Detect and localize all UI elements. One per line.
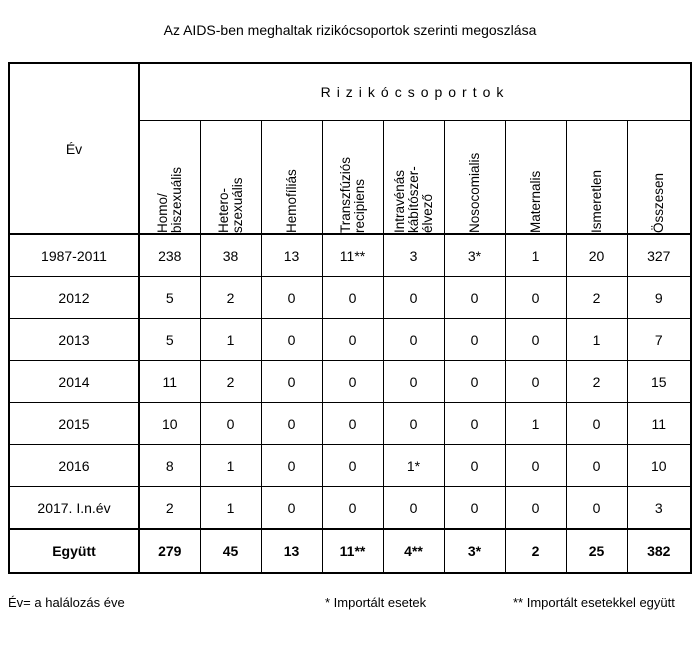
value-cell: 15: [627, 361, 691, 403]
value-cell: 0: [444, 319, 505, 361]
total-value-cell: 45: [200, 529, 261, 573]
column-header: [383, 121, 444, 235]
value-cell: 0: [261, 277, 322, 319]
value-cell: 0: [383, 361, 444, 403]
value-cell: 13: [261, 234, 322, 277]
column-header-label: Hetero- szexuális: [215, 177, 245, 233]
value-cell: 3: [627, 487, 691, 530]
column-header-label: Homo/ biszexuális: [154, 166, 184, 233]
column-header-label: Ismeretlen: [588, 169, 604, 233]
total-value-cell: 13: [261, 529, 322, 573]
value-cell: 0: [505, 319, 566, 361]
value-cell: 0: [566, 445, 627, 487]
value-cell: 3: [383, 234, 444, 277]
value-cell: 0: [200, 403, 261, 445]
value-cell: 1: [505, 403, 566, 445]
table-row: [9, 445, 691, 487]
value-cell: 2: [566, 361, 627, 403]
table-row: [9, 234, 691, 277]
column-header-label: Hemofíliás: [283, 169, 299, 233]
year-cell: 2013: [9, 319, 139, 361]
value-cell: 0: [322, 487, 383, 530]
value-cell: 0: [444, 487, 505, 530]
column-header: [444, 121, 505, 235]
table-row: [9, 319, 691, 361]
year-column-header: Év: [9, 63, 139, 234]
value-cell: 5: [139, 277, 200, 319]
value-cell: 0: [505, 445, 566, 487]
value-cell: 0: [444, 277, 505, 319]
value-cell: 2: [139, 487, 200, 530]
value-cell: 1: [200, 445, 261, 487]
value-cell: 238: [139, 234, 200, 277]
value-cell: 0: [444, 403, 505, 445]
table-title: Az AIDS-ben meghaltak rizikócsoportok szerinti megoszlása: [163, 22, 537, 38]
value-cell: 0: [383, 403, 444, 445]
total-value-cell: 3*: [444, 529, 505, 573]
table-row: [9, 487, 691, 530]
value-cell: 0: [444, 445, 505, 487]
value-cell: 0: [505, 487, 566, 530]
total-value-cell: 2: [505, 529, 566, 573]
value-cell: 1: [566, 319, 627, 361]
value-cell: 0: [444, 361, 505, 403]
value-cell: 0: [261, 445, 322, 487]
footnote-imported-with: ** Importált esetekkel együtt: [513, 595, 675, 610]
column-header: [139, 121, 200, 235]
value-cell: 10: [139, 403, 200, 445]
total-label: Együtt: [9, 529, 139, 573]
footnote-imported: * Importált esetek: [325, 595, 427, 610]
value-cell: 3*: [444, 234, 505, 277]
value-cell: 0: [505, 361, 566, 403]
column-header-label: Intravénás kábítószer- élvező: [391, 166, 435, 233]
column-header-label: Maternalis: [527, 170, 543, 233]
table-row: [9, 361, 691, 403]
column-header-label: Nosocomialis: [466, 152, 482, 233]
value-cell: 11**: [322, 234, 383, 277]
value-cell: 0: [261, 361, 322, 403]
value-cell: 327: [627, 234, 691, 277]
table-row: [9, 277, 691, 319]
year-cell: 2016: [9, 445, 139, 487]
value-cell: 0: [383, 277, 444, 319]
table-row: [9, 403, 691, 445]
total-value-cell: 25: [566, 529, 627, 573]
value-cell: 11: [139, 361, 200, 403]
column-header: [200, 121, 261, 235]
value-cell: 5: [139, 319, 200, 361]
value-cell: 20: [566, 234, 627, 277]
total-row: [9, 529, 691, 573]
value-cell: 1: [200, 319, 261, 361]
value-cell: 0: [566, 487, 627, 530]
value-cell: 0: [261, 487, 322, 530]
year-cell: 2012: [9, 277, 139, 319]
risk-group-header: Rizikócsoportok: [139, 63, 691, 121]
column-header: [261, 121, 322, 235]
column-header: [566, 121, 627, 235]
risk-group-table: [8, 62, 692, 574]
value-cell: 1: [505, 234, 566, 277]
value-cell: 0: [322, 319, 383, 361]
value-cell: 2: [200, 277, 261, 319]
value-cell: 0: [566, 403, 627, 445]
total-value-cell: 4**: [383, 529, 444, 573]
value-cell: 0: [322, 445, 383, 487]
value-cell: 0: [383, 487, 444, 530]
year-cell: 2015: [9, 403, 139, 445]
value-cell: 0: [383, 319, 444, 361]
year-cell: 2017. I.n.év: [9, 487, 139, 530]
value-cell: 11: [627, 403, 691, 445]
value-cell: 9: [627, 277, 691, 319]
value-cell: 2: [566, 277, 627, 319]
value-cell: 1: [200, 487, 261, 530]
value-cell: 38: [200, 234, 261, 277]
value-cell: 0: [505, 277, 566, 319]
column-header: [627, 121, 691, 235]
value-cell: 0: [322, 361, 383, 403]
value-cell: 0: [322, 403, 383, 445]
total-value-cell: 279: [139, 529, 200, 573]
column-header: [505, 121, 566, 235]
value-cell: 1*: [383, 445, 444, 487]
value-cell: 0: [261, 403, 322, 445]
value-cell: 8: [139, 445, 200, 487]
value-cell: 0: [322, 277, 383, 319]
footnote-year: Év= a halálozás éve: [8, 595, 125, 610]
value-cell: 10: [627, 445, 691, 487]
total-value-cell: 11**: [322, 529, 383, 573]
table-body: [9, 234, 691, 573]
column-header-label: Összesen: [650, 172, 666, 233]
value-cell: 0: [261, 319, 322, 361]
year-cell: 1987-2011: [9, 234, 139, 277]
column-header-label: Transzfúziós recipiens: [337, 156, 367, 233]
total-value-cell: 382: [627, 529, 691, 573]
value-cell: 2: [200, 361, 261, 403]
value-cell: 7: [627, 319, 691, 361]
column-header: [322, 121, 383, 235]
year-cell: 2014: [9, 361, 139, 403]
